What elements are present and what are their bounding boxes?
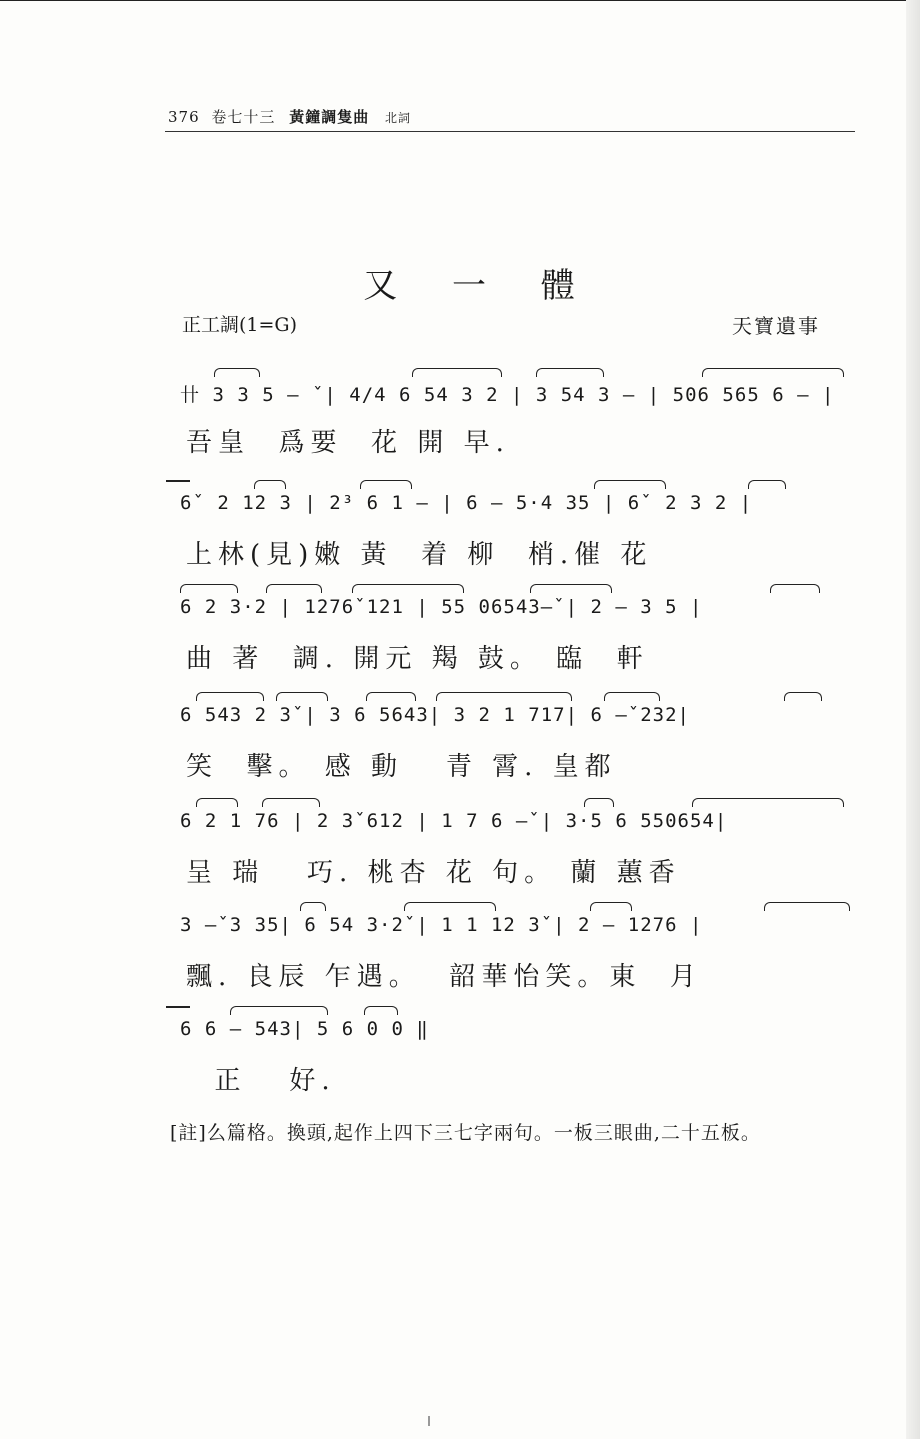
notation-line: 6 543 2 3ˇ| 3 6 5643| 3 2 1 717| 6 —ˇ232|	[180, 704, 690, 726]
slur-mark	[254, 480, 286, 489]
running-header	[168, 106, 411, 127]
page-number: 376	[168, 108, 200, 126]
notation-line: 3 —ˇ3 35| 6 54 3·2ˇ| 1 1 12 3ˇ| 2 — 1276 |	[180, 914, 703, 936]
slur-mark	[590, 902, 632, 911]
slur-mark	[412, 368, 502, 377]
header-rule	[165, 131, 855, 132]
notation-line: 6 2 3·2 | 1276ˇ121 | 55 06543—ˇ| 2 — 3 5 |	[180, 596, 703, 618]
slur-mark	[604, 692, 660, 701]
slur-mark	[764, 902, 850, 911]
slur-mark	[748, 480, 786, 489]
lyric-line: 正 好.	[186, 1066, 336, 1096]
slur-mark	[276, 692, 328, 701]
top-border-line	[0, 0, 920, 1]
slur-mark	[584, 798, 614, 807]
slur-mark	[196, 798, 238, 807]
slur-mark	[266, 584, 322, 593]
slur-mark	[702, 368, 844, 377]
slur-mark	[530, 584, 612, 593]
footnote: [註]么篇格。換頭,起作上四下三七字兩句。一板三眼曲,二十五板。	[170, 1122, 761, 1144]
slur-mark	[770, 584, 820, 593]
notation-line: 6 2 1 76 | 2 3ˇ612 | 1 7 6 —ˇ| 3·5 6 550654|	[180, 810, 728, 832]
lyric-line: 飄. 良辰 乍遇。 韶華怡笑。東 月	[186, 962, 702, 992]
notation-line: 6 6 — 543| 5 6 0 0 ‖	[180, 1018, 429, 1040]
slur-mark	[300, 902, 326, 911]
slur-mark	[436, 692, 572, 701]
kind-label: 北詞	[385, 111, 412, 125]
slur-mark	[594, 480, 666, 489]
tie-mark	[166, 1006, 190, 1008]
slur-mark	[366, 692, 416, 701]
lyric-line: 曲 著 調. 開元 羯 鼓。 臨 軒	[186, 644, 649, 674]
slur-mark	[784, 692, 822, 701]
score-row-5	[180, 810, 848, 905]
lyric-line: 吾皇 爲要 花 開 早.	[186, 428, 510, 458]
page-edge-shadow	[906, 0, 920, 1439]
source-label: 天寶遺事	[732, 314, 820, 338]
lyric-line: 笑 擊。 感 動 青 霄. 皇都	[186, 752, 617, 782]
score-row-3	[180, 596, 848, 691]
lyric-line: 上林(見)嫩 黃 着 柳 梢.催 花	[186, 540, 653, 570]
slur-mark	[360, 480, 412, 489]
piece-title: 又 一 體	[363, 266, 597, 306]
volume-label: 卷七十三	[211, 108, 276, 126]
notation-line: 卄 3 3 5 — ˇ| 4/4 6 54 3 2 | 3 54 3 — | 506 565 6 — |	[180, 384, 835, 406]
slur-mark	[364, 1006, 398, 1015]
lyric-line: 呈 瑞 巧. 桃杏 花 句。 蘭 蕙香	[186, 858, 681, 888]
score-row-7	[180, 1018, 848, 1113]
slur-mark	[230, 1006, 328, 1015]
score-row-6	[180, 914, 848, 1009]
slur-mark	[196, 692, 264, 701]
score-row-4	[180, 704, 848, 799]
score-row-1	[180, 380, 848, 475]
score-row-2	[180, 492, 848, 587]
mode-label: 黃鐘調隻曲	[289, 108, 370, 126]
slur-mark	[536, 368, 604, 377]
tie-mark	[166, 480, 190, 482]
slur-mark	[692, 798, 844, 807]
slur-mark	[262, 798, 320, 807]
slur-mark	[404, 902, 496, 911]
slur-mark	[180, 584, 238, 593]
slur-mark	[352, 584, 464, 593]
key-signature: 正工調(1=G)	[182, 314, 298, 336]
slur-mark	[214, 368, 260, 377]
notation-line: 6ˇ 2 12 3 | 2³ 6 1 — | 6 — 5·4 35 | 6ˇ 2 3 2 |	[180, 492, 753, 514]
scan-speck	[428, 1416, 430, 1426]
